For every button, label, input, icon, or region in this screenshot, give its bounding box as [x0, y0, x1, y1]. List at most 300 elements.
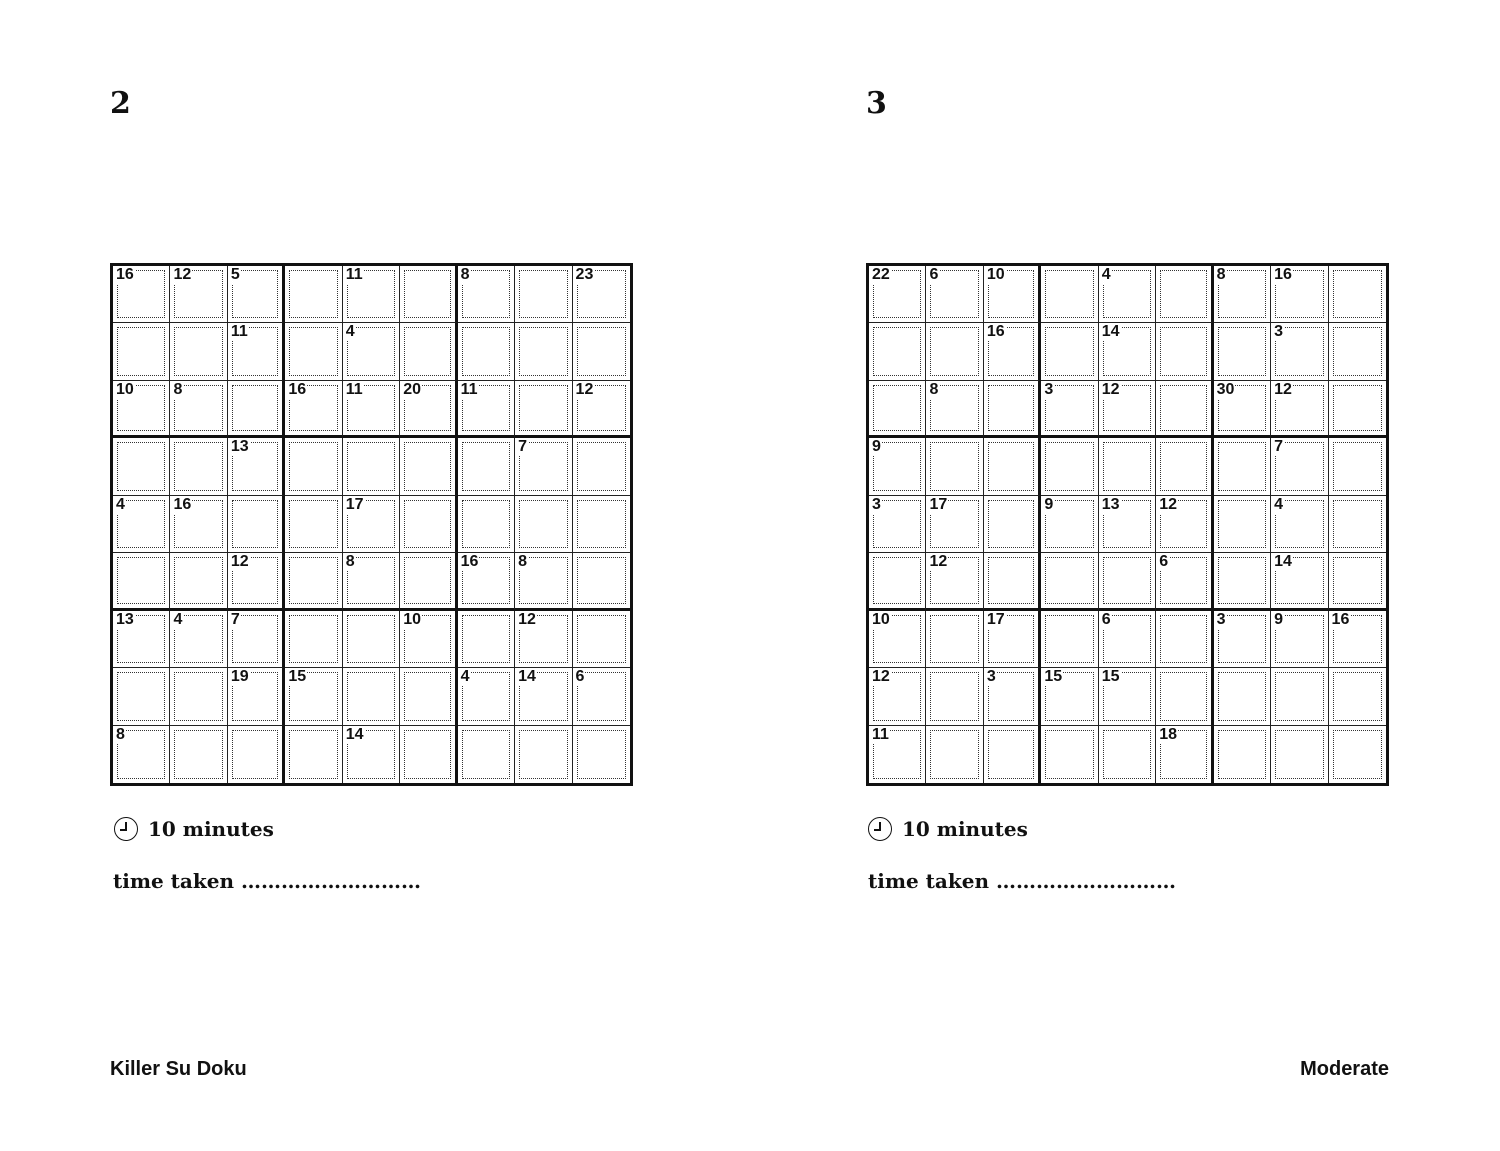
- grid-cell[interactable]: [458, 726, 515, 783]
- puzzle-number: 3: [866, 86, 887, 121]
- grid-cell[interactable]: [984, 496, 1041, 553]
- grid-cell[interactable]: [984, 266, 1041, 323]
- grid-cell[interactable]: [926, 726, 983, 783]
- grid-cell[interactable]: [1099, 726, 1156, 783]
- cage-outline: [1045, 270, 1093, 318]
- cage-sum: 4: [345, 323, 355, 341]
- grid-cell[interactable]: [285, 726, 342, 783]
- cage-outline: [1218, 730, 1266, 779]
- cage-outline: [289, 500, 337, 548]
- grid-cell[interactable]: [113, 381, 170, 438]
- cage-sum: 7: [1274, 438, 1284, 456]
- difficulty-label: Moderate: [1300, 1058, 1389, 1080]
- grid-cell[interactable]: [343, 323, 400, 380]
- grid-cell[interactable]: [984, 726, 1041, 783]
- cage-sum: 12: [929, 553, 948, 571]
- grid-cell[interactable]: [1271, 381, 1328, 438]
- grid-cell[interactable]: [400, 611, 457, 668]
- grid-cell[interactable]: [458, 668, 515, 725]
- grid-cell[interactable]: [1156, 611, 1213, 668]
- grid-cell[interactable]: [1329, 381, 1386, 438]
- grid-cell[interactable]: [400, 438, 457, 495]
- cage-outline: [404, 270, 450, 318]
- cage-sum: 8: [929, 380, 939, 398]
- cage-sum: 9: [1274, 610, 1284, 628]
- cage-outline: [577, 442, 626, 490]
- cage-sum: 3: [1274, 323, 1284, 341]
- grid-cell[interactable]: [984, 553, 1041, 610]
- grid-cell[interactable]: [869, 381, 926, 438]
- grid-cell[interactable]: [869, 611, 926, 668]
- grid-cell[interactable]: [515, 553, 572, 610]
- cage-sum: 14: [1101, 323, 1120, 341]
- grid-cell[interactable]: [1099, 553, 1156, 610]
- cage-sum: 19: [230, 668, 249, 686]
- grid-cell[interactable]: [573, 726, 630, 783]
- cage-sum: 11: [460, 380, 478, 398]
- grid-cell[interactable]: [515, 438, 572, 495]
- grid-cell[interactable]: [228, 496, 285, 553]
- grid-cell[interactable]: [1214, 323, 1271, 380]
- cage-sum: 12: [1159, 495, 1178, 513]
- grid-cell[interactable]: [170, 323, 227, 380]
- grid-cell[interactable]: [400, 496, 457, 553]
- cage-sum: 8: [460, 266, 470, 283]
- grid-cell[interactable]: [1041, 381, 1098, 438]
- grid-cell[interactable]: [1041, 438, 1098, 495]
- grid-cell[interactable]: [984, 438, 1041, 495]
- cage-sum: 15: [288, 668, 307, 686]
- clock-icon: [114, 817, 138, 841]
- cage-sum: 17: [345, 495, 364, 513]
- grid-cell[interactable]: [113, 553, 170, 610]
- grid-cell[interactable]: [228, 553, 285, 610]
- cage-sum: 11: [345, 266, 363, 283]
- grid-cell[interactable]: [458, 323, 515, 380]
- grid-cell[interactable]: [984, 611, 1041, 668]
- cage-sum: 12: [1101, 380, 1120, 398]
- cage-sum: 8: [345, 553, 355, 571]
- grid-cell[interactable]: [113, 496, 170, 553]
- grid-cell[interactable]: [1156, 323, 1213, 380]
- cage-sum: 15: [1044, 668, 1063, 686]
- grid-cell[interactable]: [400, 381, 457, 438]
- cage-sum: 4: [460, 668, 470, 686]
- puzzle-number: 2: [110, 86, 131, 121]
- cage-outline: [1160, 672, 1206, 720]
- grid-cell[interactable]: [926, 668, 983, 725]
- grid-cell[interactable]: [1041, 668, 1098, 725]
- cage-outline: [117, 327, 165, 375]
- grid-cell[interactable]: [170, 266, 227, 323]
- cage-outline: [289, 557, 337, 603]
- grid-cell[interactable]: [113, 726, 170, 783]
- cage-outline: [930, 327, 978, 375]
- time-taken-field[interactable]: time taken ………………………: [113, 869, 421, 893]
- grid-cell[interactable]: [515, 323, 572, 380]
- killer-sudoku-grid: [866, 263, 1389, 786]
- grid-cell[interactable]: [1214, 726, 1271, 783]
- cage-outline: [404, 500, 450, 548]
- cage-outline: [1218, 442, 1266, 490]
- cage-sum: 8: [518, 553, 528, 571]
- grid-cell[interactable]: [285, 496, 342, 553]
- cage-outline: [462, 730, 510, 779]
- cage-sum: 3: [1044, 380, 1054, 398]
- grid-cell[interactable]: [1156, 726, 1213, 783]
- grid-cell[interactable]: [1329, 323, 1386, 380]
- grid-cell[interactable]: [343, 553, 400, 610]
- cage-outline: [1045, 730, 1093, 779]
- grid-cell[interactable]: [170, 496, 227, 553]
- grid-cell[interactable]: [926, 553, 983, 610]
- grid-cell[interactable]: [228, 726, 285, 783]
- grid-cell[interactable]: [1041, 266, 1098, 323]
- cage-outline: [519, 385, 567, 431]
- grid-cell[interactable]: [113, 668, 170, 725]
- cage-outline: [289, 442, 337, 490]
- grid-cell[interactable]: [926, 496, 983, 553]
- cage-outline: [930, 615, 978, 663]
- grid-cell[interactable]: [1041, 726, 1098, 783]
- cage-sum: 16: [116, 266, 134, 283]
- grid-cell[interactable]: [113, 611, 170, 668]
- grid-cell[interactable]: [170, 726, 227, 783]
- grid-cell[interactable]: [1099, 323, 1156, 380]
- grid-cell[interactable]: [400, 323, 457, 380]
- grid-cell[interactable]: [1271, 496, 1328, 553]
- grid-cell[interactable]: [1271, 438, 1328, 495]
- cage-outline: [930, 730, 978, 779]
- grid-cell[interactable]: [573, 438, 630, 495]
- cage-sum: 8: [116, 725, 125, 743]
- cage-sum: 5: [230, 266, 240, 283]
- grid-cell[interactable]: [1041, 611, 1098, 668]
- cage-outline: [232, 500, 278, 548]
- cage-sum: 20: [403, 380, 422, 398]
- cage-sum: 6: [575, 668, 585, 686]
- grid-cell[interactable]: [1329, 668, 1386, 725]
- grid-cell[interactable]: [458, 553, 515, 610]
- grid-cell[interactable]: [1329, 553, 1386, 610]
- cage-sum: 16: [986, 323, 1005, 341]
- cage-outline: [174, 327, 222, 375]
- grid-cell[interactable]: [1214, 496, 1271, 553]
- cage-outline: [1333, 672, 1382, 720]
- grid-cell[interactable]: [1271, 553, 1328, 610]
- grid-cell[interactable]: [343, 381, 400, 438]
- cage-outline: [404, 672, 450, 720]
- cage-sum: 12: [230, 553, 249, 571]
- grid-cell[interactable]: [113, 438, 170, 495]
- grid-cell[interactable]: [926, 381, 983, 438]
- grid-cell[interactable]: [1041, 323, 1098, 380]
- grid-cell[interactable]: [285, 323, 342, 380]
- grid-cell[interactable]: [113, 266, 170, 323]
- cage-outline: [289, 730, 337, 779]
- grid-cell[interactable]: [869, 496, 926, 553]
- cage-outline: [1218, 672, 1266, 720]
- grid-cell[interactable]: [515, 266, 572, 323]
- grid-cell[interactable]: [573, 381, 630, 438]
- cage-outline: [988, 500, 1034, 548]
- grid-cell[interactable]: [573, 323, 630, 380]
- cage-outline: [404, 442, 450, 490]
- cage-sum: 4: [116, 495, 125, 513]
- cage-sum: 8: [173, 380, 183, 398]
- grid-cell[interactable]: [458, 381, 515, 438]
- grid-cell[interactable]: [869, 438, 926, 495]
- grid-cell[interactable]: [1156, 266, 1213, 323]
- time-taken-field[interactable]: time taken ………………………: [868, 869, 1176, 893]
- grid-cell[interactable]: [400, 266, 457, 323]
- grid-cell[interactable]: [1271, 266, 1328, 323]
- cage-outline: [519, 327, 567, 375]
- grid-cell[interactable]: [1156, 553, 1213, 610]
- grid-cell[interactable]: [343, 611, 400, 668]
- grid-cell[interactable]: [228, 611, 285, 668]
- grid-cell[interactable]: [869, 323, 926, 380]
- grid-cell[interactable]: [228, 438, 285, 495]
- cage-outline: [1103, 442, 1151, 490]
- cage-sum: 12: [1274, 380, 1292, 398]
- cage-sum: 10: [116, 380, 134, 398]
- cage-outline: [174, 672, 222, 720]
- grid-cell[interactable]: [400, 553, 457, 610]
- grid-cell[interactable]: [515, 496, 572, 553]
- cage-sum: 6: [929, 266, 939, 283]
- grid-cell[interactable]: [984, 381, 1041, 438]
- grid-cell[interactable]: [170, 553, 227, 610]
- grid-cell[interactable]: [458, 438, 515, 495]
- cage-outline: [347, 672, 395, 720]
- grid-cell[interactable]: [515, 381, 572, 438]
- grid-cell[interactable]: [285, 438, 342, 495]
- cage-outline: [174, 557, 222, 603]
- grid-cell[interactable]: [1099, 438, 1156, 495]
- grid-cell[interactable]: [1041, 553, 1098, 610]
- grid-cell[interactable]: [1041, 496, 1098, 553]
- cage-outline: [1333, 270, 1382, 318]
- cage-sum: 14: [1274, 553, 1292, 571]
- grid-cell[interactable]: [1329, 726, 1386, 783]
- cage-outline: [577, 500, 626, 548]
- grid-cell[interactable]: [573, 553, 630, 610]
- killer-sudoku-grid: [110, 263, 633, 786]
- grid-cell[interactable]: [869, 726, 926, 783]
- cage-sum: 12: [173, 266, 192, 283]
- grid-cell[interactable]: [573, 611, 630, 668]
- grid-cell[interactable]: [984, 323, 1041, 380]
- cage-sum: 14: [345, 725, 364, 743]
- grid-cell[interactable]: [1214, 266, 1271, 323]
- cage-outline: [347, 442, 395, 490]
- grid-cell[interactable]: [1156, 438, 1213, 495]
- cage-outline: [117, 442, 165, 490]
- grid-cell[interactable]: [1329, 611, 1386, 668]
- grid-cell[interactable]: [573, 266, 630, 323]
- cage-outline: [988, 385, 1034, 431]
- grid-cell[interactable]: [170, 381, 227, 438]
- cage-outline: [174, 730, 222, 779]
- cage-outline: [1045, 615, 1093, 663]
- grid-cell[interactable]: [926, 266, 983, 323]
- grid-cell[interactable]: [1156, 381, 1213, 438]
- cage-outline: [1160, 385, 1206, 431]
- cage-sum: 16: [1331, 610, 1350, 628]
- cage-sum: 15: [1101, 668, 1120, 686]
- cage-outline: [462, 327, 510, 375]
- cage-sum: 13: [116, 610, 134, 628]
- grid-cell[interactable]: [515, 726, 572, 783]
- cage-outline: [1333, 442, 1382, 490]
- cage-sum: 16: [1274, 266, 1292, 283]
- grid-cell[interactable]: [1329, 266, 1386, 323]
- grid-cell[interactable]: [113, 323, 170, 380]
- grid-cell[interactable]: [1214, 381, 1271, 438]
- cage-sum: 10: [403, 610, 422, 628]
- cage-sum: 10: [872, 610, 890, 628]
- cage-sum: 17: [986, 610, 1005, 628]
- grid-cell[interactable]: [926, 611, 983, 668]
- cage-sum: 17: [929, 495, 948, 513]
- cage-sum: 11: [872, 725, 889, 743]
- cage-sum: 12: [575, 380, 594, 398]
- cage-sum: 12: [518, 610, 536, 628]
- cage-sum: 11: [345, 380, 363, 398]
- grid-cell[interactable]: [573, 668, 630, 725]
- grid-cell[interactable]: [228, 323, 285, 380]
- grid-cell[interactable]: [343, 496, 400, 553]
- grid-cell[interactable]: [285, 266, 342, 323]
- time-limit-text: 10 minutes: [148, 817, 274, 841]
- grid-cell[interactable]: [1329, 438, 1386, 495]
- grid-cell[interactable]: [228, 381, 285, 438]
- cage-outline: [873, 327, 921, 375]
- grid-cell[interactable]: [1099, 611, 1156, 668]
- grid-cell[interactable]: [170, 668, 227, 725]
- cage-sum: 3: [986, 668, 996, 686]
- grid-cell[interactable]: [343, 726, 400, 783]
- cage-sum: 11: [230, 323, 248, 341]
- cage-outline: [462, 442, 510, 490]
- grid-cell[interactable]: [458, 266, 515, 323]
- grid-cell[interactable]: [458, 611, 515, 668]
- grid-cell[interactable]: [1329, 496, 1386, 553]
- grid-cell[interactable]: [1099, 496, 1156, 553]
- grid-cell[interactable]: [1214, 611, 1271, 668]
- grid-cell[interactable]: [984, 668, 1041, 725]
- cage-outline: [404, 730, 450, 779]
- cage-outline: [289, 270, 337, 318]
- grid-cell[interactable]: [1099, 266, 1156, 323]
- grid-cell[interactable]: [1156, 668, 1213, 725]
- cage-outline: [988, 442, 1034, 490]
- grid-cell[interactable]: [1156, 496, 1213, 553]
- grid-cell[interactable]: [926, 438, 983, 495]
- cage-sum: 16: [173, 495, 192, 513]
- cage-outline: [1333, 557, 1382, 603]
- cage-outline: [232, 730, 278, 779]
- cage-sum: 6: [1159, 553, 1169, 571]
- grid-cell[interactable]: [515, 611, 572, 668]
- footer-title: Killer Su Doku: [110, 1058, 247, 1080]
- cage-outline: [519, 270, 567, 318]
- cage-outline: [1045, 557, 1093, 603]
- cage-outline: [462, 615, 510, 663]
- grid-cell[interactable]: [1214, 668, 1271, 725]
- grid-cell[interactable]: [228, 668, 285, 725]
- grid-cell[interactable]: [1214, 438, 1271, 495]
- grid-cell[interactable]: [1214, 553, 1271, 610]
- grid-cell[interactable]: [869, 553, 926, 610]
- grid-cell[interactable]: [1271, 726, 1328, 783]
- cage-outline: [1218, 327, 1266, 375]
- grid-cell[interactable]: [343, 438, 400, 495]
- cage-outline: [117, 557, 165, 603]
- grid-cell[interactable]: [400, 668, 457, 725]
- grid-cell[interactable]: [1099, 668, 1156, 725]
- cage-outline: [1103, 557, 1151, 603]
- grid-cell[interactable]: [285, 611, 342, 668]
- grid-cell[interactable]: [515, 668, 572, 725]
- cage-outline: [1333, 730, 1382, 779]
- grid-cell[interactable]: [170, 438, 227, 495]
- cage-outline: [577, 615, 626, 663]
- cage-outline: [1160, 270, 1206, 318]
- cage-sum: 6: [1101, 610, 1111, 628]
- cage-sum: 16: [460, 553, 479, 571]
- grid-cell[interactable]: [1271, 323, 1328, 380]
- grid-cell[interactable]: [170, 611, 227, 668]
- cage-outline: [1218, 500, 1266, 548]
- grid-cell[interactable]: [228, 266, 285, 323]
- grid-cell[interactable]: [1099, 381, 1156, 438]
- cage-outline: [1103, 730, 1151, 779]
- cage-sum: 4: [1274, 495, 1284, 513]
- cage-outline: [577, 557, 626, 603]
- cage-outline: [174, 442, 222, 490]
- grid-cell[interactable]: [458, 496, 515, 553]
- grid-cell[interactable]: [926, 323, 983, 380]
- cage-sum: 9: [872, 438, 881, 456]
- grid-cell[interactable]: [285, 381, 342, 438]
- grid-cell[interactable]: [343, 266, 400, 323]
- grid-cell[interactable]: [400, 726, 457, 783]
- cage-outline: [117, 672, 165, 720]
- grid-cell[interactable]: [1271, 668, 1328, 725]
- time-limit-text: 10 minutes: [902, 817, 1028, 841]
- cage-sum: 23: [575, 266, 594, 283]
- grid-cell[interactable]: [1271, 611, 1328, 668]
- cage-outline: [232, 385, 278, 431]
- grid-cell[interactable]: [869, 266, 926, 323]
- cage-outline: [988, 730, 1034, 779]
- clock-icon: [868, 817, 892, 841]
- grid-cell[interactable]: [285, 553, 342, 610]
- grid-cell[interactable]: [573, 496, 630, 553]
- cage-sum: 30: [1216, 380, 1235, 398]
- cage-sum: 4: [173, 610, 183, 628]
- cage-sum: 7: [230, 610, 240, 628]
- cage-sum: 13: [1101, 495, 1120, 513]
- grid-cell[interactable]: [343, 668, 400, 725]
- cage-sum: 9: [1044, 495, 1054, 513]
- cage-outline: [1160, 442, 1206, 490]
- grid-cell[interactable]: [869, 668, 926, 725]
- grid-cell[interactable]: [285, 668, 342, 725]
- time-limit: [114, 814, 274, 844]
